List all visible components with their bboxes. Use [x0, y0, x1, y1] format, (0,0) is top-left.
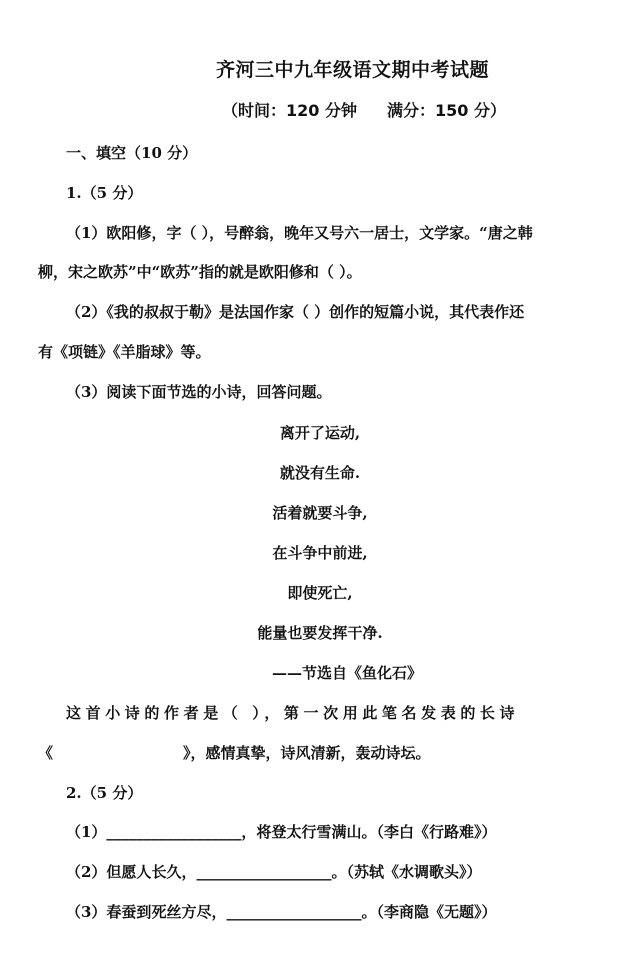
- exam-title: 齐河三中九年级语文期中考试题: [216, 59, 490, 81]
- question-1-2-line-2: 有《项链》《羊脂球》等。: [38, 343, 211, 361]
- question-1-label: 1.（5 分）: [66, 184, 143, 202]
- exam-score: 满分：150 分）: [386, 101, 506, 120]
- question-1-2-line-1: （2）《我的叔叔于勒》是法国作家（ ）创作的短篇小说，其代表作还: [66, 303, 525, 321]
- question-2-item: （1）__________________，将登太行雪满山。（李白《行路难》）: [66, 823, 497, 841]
- question-1-1-line-1: （1）欧阳修，字（ ），号醉翁，晚年又号六一居士，文学家。“唐之韩: [66, 224, 533, 242]
- question-1-3-line-1: 这首小诗的作者是（ ），第一次用此笔名发表的长诗: [66, 704, 520, 722]
- question-1-1-line-2: 柳，宋之欧苏”中“欧苏”指的就是欧阳修和（ ）。: [38, 263, 362, 281]
- question-2-item: （3）春蚕到死丝方尽，__________________。（李商隐《无题》）: [66, 903, 497, 921]
- poem-line: 在斗争中前进,: [272, 544, 368, 562]
- section-heading: 一、填空（10 分）: [66, 144, 198, 162]
- question-2-item: （2）但愿人长久，__________________。（苏轼《水调歌头》）: [66, 863, 482, 881]
- question-2-label: 2.（5 分）: [66, 784, 143, 802]
- question-1-3-prompt: （3）阅读下面节选的小诗，回答问题。: [66, 383, 332, 401]
- poem-line: 活着就要斗争,: [272, 504, 368, 522]
- poem-line: 就没有生命.: [279, 464, 361, 482]
- poem-source: ——节选自《鱼化石》: [272, 664, 423, 682]
- poem-line: 即使死亡,: [287, 584, 353, 602]
- exam-meta: [222, 101, 640, 121]
- poem-line: 离开了运动,: [279, 424, 361, 442]
- poem-line: 能量也要发挥干净.: [257, 624, 383, 642]
- question-1-3-line-2-rest: 》，感情真挚，诗风清新，轰动诗坛。: [183, 744, 431, 762]
- book-quote-open: 《: [38, 744, 54, 762]
- exam-time: （时间：120 分钟: [222, 101, 357, 120]
- question-1-3-line-2: [38, 743, 640, 763]
